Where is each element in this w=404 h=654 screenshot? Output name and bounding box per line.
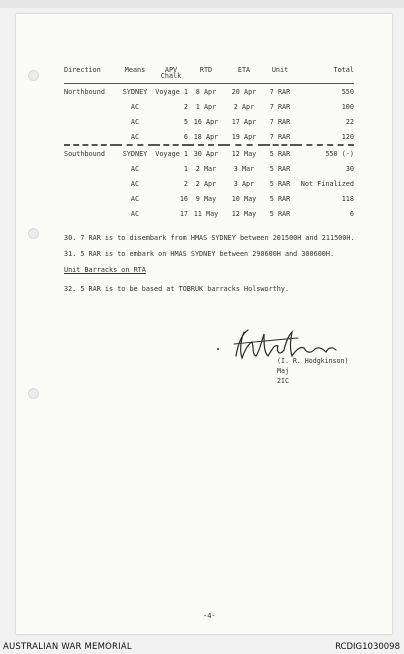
- cell-unit: 7 RAR: [269, 117, 291, 126]
- cell-eta: 3 Apr: [233, 179, 255, 188]
- cell-chalk: 1: [183, 164, 188, 173]
- header-total: Total: [333, 66, 354, 74]
- movement-table: [64, 66, 354, 221]
- table-row: [64, 129, 354, 145]
- cell-rtd: 8 Apr: [195, 87, 217, 96]
- cell-rtd: 2 Apr: [195, 179, 217, 188]
- cell-chalk: Voyage 1: [155, 87, 188, 96]
- cell-unit: 5 RAR: [269, 149, 291, 158]
- cell-eta: 2 Apr: [233, 102, 255, 111]
- cell-unit: 5 RAR: [269, 164, 291, 173]
- cell-chalk: 2: [183, 102, 188, 111]
- cell-total: 550: [341, 87, 354, 96]
- cell-total: 100: [341, 102, 354, 111]
- signatory-role: 2IC: [277, 377, 289, 385]
- cell-total: 6: [349, 209, 354, 218]
- cell-chalk: Voyage 1: [155, 149, 188, 158]
- footer-bar: [0, 640, 404, 654]
- cell-unit: 5 RAR: [269, 179, 291, 188]
- cell-eta: 12 May: [231, 209, 257, 218]
- cell-means: SYDNEY: [122, 87, 148, 96]
- table-row: [64, 176, 354, 191]
- cell-unit: 7 RAR: [269, 87, 291, 96]
- cell-direction: Northbound: [64, 87, 105, 96]
- cell-direction: [64, 129, 116, 145]
- cell-rtd: 2 Mar: [195, 164, 217, 173]
- cell-unit: 7 RAR: [269, 102, 291, 111]
- cell-total: 550 (-): [325, 149, 354, 158]
- cell-means: AC: [130, 164, 140, 173]
- cell-eta: 10 May: [231, 194, 257, 203]
- cell-total: 120: [296, 129, 354, 145]
- cell-direction: [64, 191, 116, 206]
- cell-means: AC: [130, 179, 140, 188]
- cell-chalk: 2: [183, 179, 188, 188]
- cell-chalk: 16: [179, 194, 188, 203]
- header-apv-chalk: APV Chalk: [160, 66, 182, 80]
- cell-total: Not Finalized: [300, 179, 354, 188]
- header-rtd: RTD: [199, 66, 213, 74]
- table-header-row: [64, 66, 354, 84]
- table-row: [64, 114, 354, 129]
- punch-hole: [28, 70, 39, 81]
- cell-direction: [64, 114, 116, 129]
- signatory-name: (I. R. Hodgkinson): [277, 357, 349, 365]
- table-row: [64, 191, 354, 206]
- table-row: [64, 161, 354, 176]
- cell-total: 118: [341, 194, 354, 203]
- table-row: [64, 145, 354, 161]
- paragraph-31: 31. 5 RAR is to embark on HMAS SYDNEY between 290600H and 300600H.: [64, 250, 335, 258]
- cell-means: AC: [130, 209, 140, 218]
- page-number: -4-: [203, 612, 216, 620]
- cell-rtd: 30 Apr: [193, 149, 219, 158]
- cell-unit: 5 RAR: [269, 194, 291, 203]
- cell-unit: 5 RAR: [269, 209, 291, 218]
- paragraph-30: 30. 7 RAR is to disembark from HMAS SYDNEY between 201500H and 211500H.: [64, 234, 355, 242]
- paragraph-32: 32. 5 RAR is to be based at TOBRUK barracks Holsworthy.: [64, 285, 290, 293]
- cell-means: AC: [130, 117, 140, 126]
- cell-direction: Southbound: [64, 149, 105, 158]
- cell-chalk: 6: [154, 129, 188, 145]
- cell-means: SYDNEY: [122, 149, 148, 158]
- cell-eta: 12 May: [231, 149, 257, 158]
- section-heading: Unit Barracks on RTA: [64, 266, 146, 274]
- header-unit: Unit: [271, 66, 289, 74]
- cell-means: AC: [130, 102, 140, 111]
- cell-rtd: 9 May: [195, 194, 217, 203]
- footer-institution: AUSTRALIAN WAR MEMORIAL: [3, 642, 132, 652]
- cell-direction: [64, 99, 116, 114]
- cell-rtd: 11 May: [193, 209, 219, 218]
- punch-hole: [28, 388, 39, 399]
- cell-unit: 7 RAR: [264, 129, 296, 145]
- cell-chalk: 17: [179, 209, 188, 218]
- cell-direction: [64, 206, 116, 221]
- cell-rtd: 16 Apr: [193, 117, 219, 126]
- cell-eta: 3 Mar: [233, 164, 255, 173]
- table-row: [64, 84, 354, 100]
- cell-rtd: 1 Apr: [195, 102, 217, 111]
- header-means: Means: [124, 66, 146, 74]
- signatory-rank: Maj: [277, 367, 289, 375]
- cell-chalk: 5: [183, 117, 188, 126]
- cell-eta: 17 Apr: [231, 117, 257, 126]
- header-direction: Direction: [64, 66, 101, 74]
- cell-eta: 19 Apr: [224, 129, 264, 145]
- cell-means: AC: [116, 129, 154, 145]
- cell-eta: 20 Apr: [231, 87, 257, 96]
- cell-direction: [64, 176, 116, 191]
- cell-means: AC: [130, 194, 140, 203]
- punch-hole: [28, 228, 39, 239]
- cell-rtd: 18 Apr: [188, 129, 224, 145]
- top-band: [0, 0, 404, 8]
- table-row: [64, 206, 354, 221]
- cell-total: 30: [345, 164, 354, 173]
- header-eta: ETA: [237, 66, 251, 74]
- cell-total: 22: [345, 117, 354, 126]
- cell-direction: [64, 161, 116, 176]
- footer-record-id: RCDIG1030098: [335, 642, 400, 652]
- table-row: [64, 99, 354, 114]
